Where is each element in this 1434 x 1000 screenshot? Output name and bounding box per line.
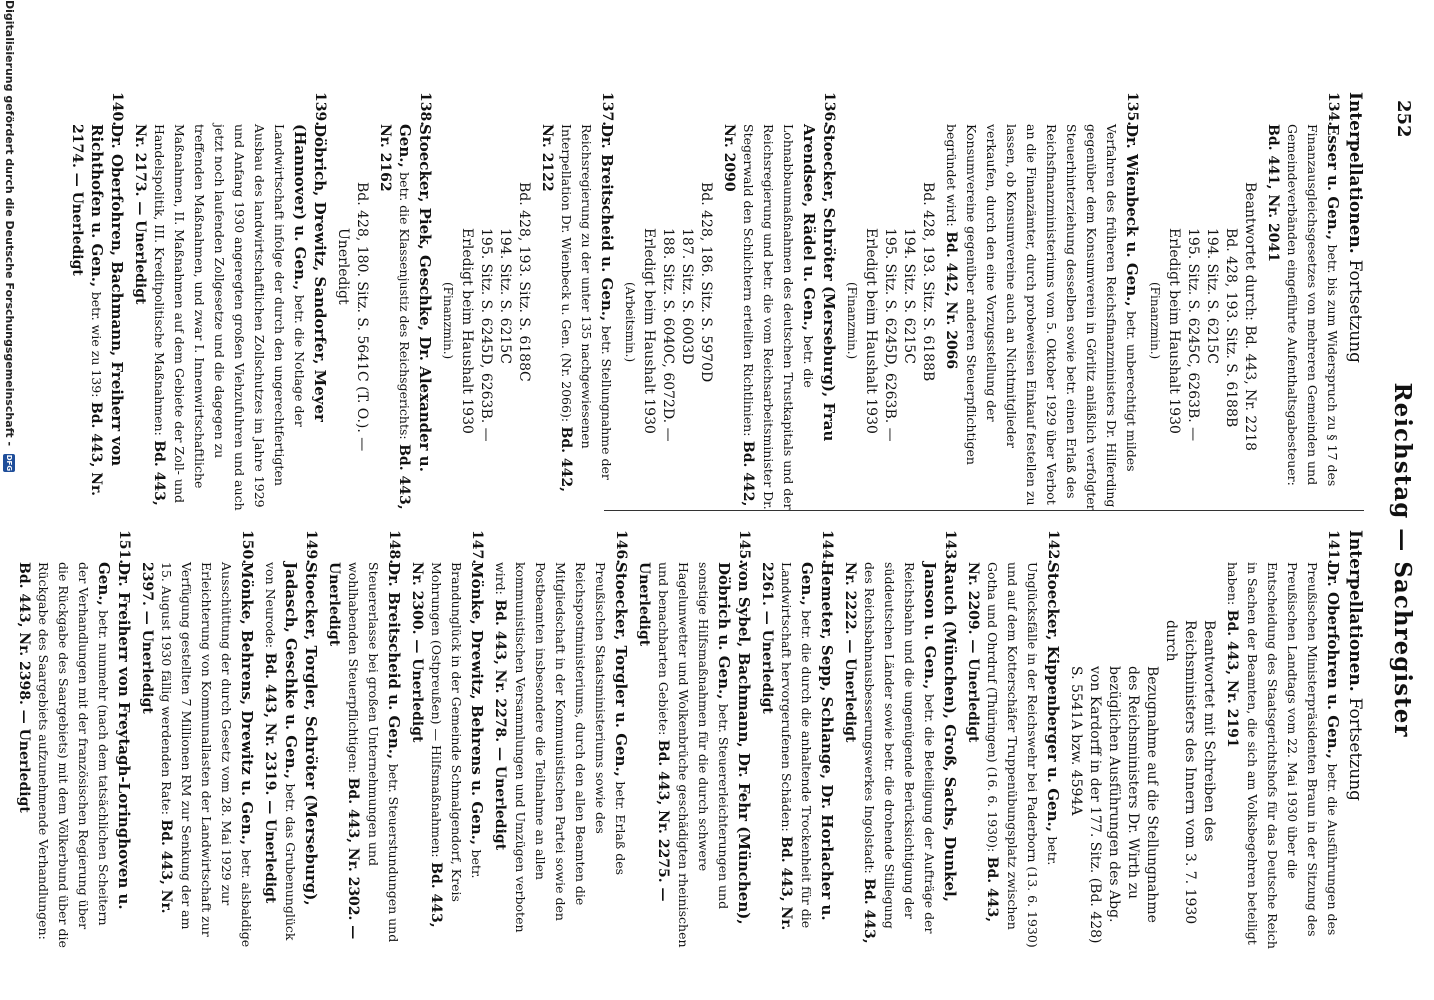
entry-reference: Bd. 443, Nr. 2397. — Unerledigt: [139, 562, 174, 914]
answer-line: Erledigt beim Haushalt 1930: [641, 228, 657, 434]
entry-names: Dr. Breitscheid u. Gen.,: [598, 124, 616, 322]
answer-reference: [1145, 92, 1259, 512]
entry-text: betr. bis zum Widerspruch zu § 17 des Finanzausgleichsgesetzes von mehreren Gemeinden und Gemeindeverbänden eingeführte Aufenthaltsgabesteuer:: [1285, 124, 1340, 487]
entry-text: betr. die Notlage der Landwirtschaft infolge der durch den ungerechtfertigten Ausbau des landwirtschaftlichen Zollschutzes im Jahre 1929 und Anfang 1930 angeregten großen Viehzufuhren und auch jetzt noch laufenden Zollgesetze und die dagegen zu treffenden Maßnahmen, und zwar I. Innenwirtschaftliche Maßnahmen, II. Maßnahmen auf dem Gebiete der Zoll- und Handelspolitik, III. Kreditpolitische Maßnahmen:: [152, 124, 307, 511]
entry-number: 140.: [109, 92, 125, 127]
interpellation-entry: [260, 530, 320, 950]
answer-reference: [438, 92, 533, 512]
answer-line: Bd. 428, 193. Sitz. S. 6188B: [920, 182, 936, 382]
answer-line: Beantwortet mit Schreiben des Reichsministers des Innern vom 3. 7. 1930 durch: [1163, 620, 1217, 925]
entry-reference: Bd. 443, Nr. 2173. — Unerledigt: [132, 124, 167, 506]
entry-names: Stoecker, Kippenberger u. Gen.,: [1044, 562, 1062, 832]
answer-line: 194. Sitz. S. 6215C: [901, 228, 917, 364]
entry-number: 141.: [1325, 530, 1341, 565]
entry-number: 147.: [469, 530, 485, 565]
interpellation-entry: [67, 92, 126, 512]
column-heading: Interpellationen. Fortsetzung: [1345, 92, 1365, 364]
entry-number: 151.: [116, 530, 132, 565]
interpellation-entry: [407, 530, 486, 950]
answer-line: (Finanzmin.): [845, 282, 859, 360]
entry-number: 139.: [312, 92, 328, 127]
answer-reference: [842, 92, 937, 512]
entry-number: 150.: [239, 530, 255, 565]
answer-line: 188. Sitz. S. 6040C, 6072D. —: [660, 228, 676, 442]
interpellation-entry: [490, 530, 630, 950]
interpellation-entry: [634, 530, 753, 950]
entry-names: Dr. Freiherr von Freytagh-Loringhoven u. Gen.,: [95, 562, 133, 910]
answer-line: Unerledigt: [335, 228, 351, 305]
answer-line: Erledigt beim Haushalt 1930: [1166, 228, 1182, 434]
interpellation-entry: [537, 92, 616, 512]
entry-text: betr. Erlaß des Preußischen Staatsministeriums sowie des Reichspostministeriums, durch den allen Beamten die Mitgliedschaft in der Kommunistischen Partei sowie den Postbeamten insbesondere die Teilnahme an allen kommunistischen Versammlungen und Umzügen verboten wird:: [493, 562, 628, 933]
entry-number: 145.: [736, 530, 752, 565]
answer-line: Bd. 428, 193. Sitz. S. 6188B: [1223, 228, 1239, 428]
entry-names: Dr. Oberfohren u. Gen.,: [1324, 562, 1342, 759]
entry-text: betr. Steuererleichterungen und sonstige Hilfsmaßnahmen für die durch schwere Hagelunwetter und Wolkenbrüche geschädigten rheinischen und benachbarten Gebiete:: [656, 562, 731, 948]
digitization-credit: Digitalisierung gefördert durch die Deutsche Forschungsgemeinschaft - DFG: [3, 0, 16, 472]
answer-reference: [333, 92, 371, 512]
entry-number: 136.: [821, 92, 837, 127]
entry-text: betr. Unglücksfälle in der Reichswehr bei Paderborn (13. 6. 1930) und auf dem Kotterschäfer Truppenübungsplatz zwischen Gotha und Ohrdruf (Thüringen) (16. 6. 1930):: [985, 562, 1060, 948]
entry-reference: Bd. 443, Nr. 2278. — Unerledigt: [492, 599, 508, 851]
entry-names: Dr. Breitscheid u. Gen.,: [385, 562, 403, 760]
left-column: [63, 92, 1364, 512]
entry-names: Stoecker, Piek, Geschke, Dr. Alexander u. Gen.,: [396, 124, 434, 472]
entry-text: betr. unberechtigt mildes Verfahren des früheren Reichsfinanzministers Dr. Hilferding gegenüber dem Konsumverein in Görlitz anläßlich verfolgter Steuerhinterziehung desselben sowie betr. einen Erlaß des Reichsfinanzministeriums vom 5. Oktober 1929 über Verbot an die Finanzämter, durch probeweisen Einkauf festellen zu lassen, ob Konsumvereine auch an Nichtmitglieder verkaufen, durch den eine Vorzugsstellung der Konsumvereine gegenüber anderen Steuerpflichtigen begründet wird:: [944, 124, 1139, 511]
answer-line: Erledigt beim Haushalt 1930: [863, 228, 879, 434]
entry-names: Stoecker, Torgler u. Gen.,: [612, 562, 630, 777]
interpellation-entry: [963, 530, 1062, 950]
interpellation-entry: [375, 92, 434, 512]
entry-reference: Bd. 443, Nr. 2209. — Unerledigt: [965, 562, 1000, 923]
answer-reference: [1066, 530, 1218, 950]
answer-line: Bd. 428, 186. Sitz. S. 5970D: [698, 182, 714, 383]
answer-line: 195. Sitz. S. 6245D, 6263B. —: [478, 228, 494, 442]
answer-line: 195. Sitz. S. 6245C, 6263B. —: [1185, 228, 1201, 442]
answer-line: Bd. 428, 180. Sitz. S. 5641C (T. O.). —: [354, 182, 370, 452]
entry-text: betr. wie zu 139:: [89, 291, 104, 398]
page-number: 252: [1393, 100, 1414, 138]
entry-text: betr. die durch die anhaltende Trockenheit für die Landwirtschaft hervorgerufenen Schäden:: [779, 562, 814, 929]
entry-number: 143.: [942, 530, 958, 565]
entry-reference: Bd. 442, Nr. 2066: [943, 231, 959, 370]
answer-line: 194. Sitz. S. 6215C: [497, 228, 513, 364]
interpellation-entry: [130, 92, 329, 512]
answer-line: Beantwortet durch: Bd. 443, Nr. 2218: [1242, 182, 1258, 452]
entry-names: Esser u. Gen.,: [1324, 124, 1342, 241]
entry-text: betr. nunmehr (nach dem tatsächlichen Scheitern der Verhandlungen mit der französischen Regierung über die Rückgabe des Saargebiets) mit dem Völkerbund über die Rückgabe des Saargebiets aufzunehmende Verhandlungen:: [36, 562, 111, 948]
entry-reference: Bd. 443, Nr. 2319. — Unerledigt: [262, 652, 278, 904]
interpellation-entry: [840, 530, 959, 950]
entry-text: betr. die Beteiligung der Aufträge der Reichsbahn und die ungenügende Berücksichtigung der süddeutschen Länder sowie betr. die drohende Stillegung des Reichsbahnausbesserungswerkes Ingolstadt:: [862, 562, 937, 934]
entry-number: 146.: [613, 530, 629, 565]
entry-names: Döbrich, Drewitz, Sandorfer, Meyer (Hannover) u. Gen.,: [291, 124, 329, 422]
answer-line: Bd. 428, 193. Sitz. S. 6188C: [516, 182, 532, 382]
entry-reference: Bd. 442, Nr. 2090: [721, 124, 756, 507]
entry-reference: Bd. 443, Nr. 2162: [377, 124, 412, 510]
entry-text: betr. das Grubenunglück von Neurode:: [263, 562, 298, 941]
entry-names: Mönke, Drewitz, Behrens u. Gen.,: [468, 562, 486, 846]
answer-reference: [620, 92, 715, 512]
entry-names: Stoecker, Torgler, Schröter (Merseburg), Jadasch, Geschke u. Gen.,: [282, 562, 320, 906]
interpellation-entry: [14, 530, 133, 950]
page-header: [1374, 0, 1420, 1000]
entry-reference: Bd. 443, Nr. 2191: [1224, 609, 1240, 748]
answer-line: (Arbeitsmin.): [623, 282, 637, 363]
entry-reference: Bd. 442, Nr. 2122: [539, 124, 574, 492]
answer-line: (Finanzmin.): [1148, 282, 1162, 360]
entry-names: Rauch (München), Groß, Sachs, Dunkel, Janson u. Gen.,: [921, 562, 959, 902]
running-title: Reichstag — Sachregister: [1389, 382, 1416, 738]
entry-reference: Bd. 441, Nr. 2041: [1265, 124, 1281, 262]
column-heading: Interpellationen. Fortsetzung: [1345, 530, 1365, 802]
entry-names: Mönke, Behrens, Drewitz u. Gen.,: [238, 562, 256, 846]
entry-number: 137.: [599, 92, 615, 127]
entry-number: 148.: [386, 530, 402, 565]
entry-number: 134.: [1325, 92, 1341, 127]
interpellation-entry: [1222, 530, 1342, 950]
entry-reference: Bd. 443, Nr. 2398. — Unerledigt: [16, 562, 32, 813]
entry-text: betr. Steuerstundungen und Steuererlasse bei großen Unternehmungen und wohlhabenden Steuerpflichtigen:: [346, 562, 401, 943]
entry-text: betr. die Lohnabbaumaßnahmen des deutschen Trustkapitals und der Reichsregierung und betr. die vom Reichsarbeitsminister Dr. Stegerwald den Schlichtern erteilten Richtlinien:: [741, 124, 816, 510]
entry-reference: Bd. 443, Nr. 2302. — Unerledigt: [326, 562, 361, 940]
entry-reference: Bd. 443, Nr. 2275. — Unerledigt: [636, 562, 671, 902]
answer-line: (Finanzmin.): [441, 282, 455, 360]
entry-reference: Bd. 443, Nr. 2261. — Unerledigt: [759, 562, 794, 931]
entry-number: 138.: [417, 92, 433, 127]
interpellation-entry: [757, 530, 836, 950]
interpellation-entry: [137, 530, 256, 950]
entry-names: Dr. Wienbeck u. Gen.,: [1123, 124, 1141, 307]
entry-names: Hemeter, Sepp, Schlange, Dr. Horlacher u. Gen.,: [798, 562, 836, 921]
entry-names: Stoecker, Schröter (Merseburg), Frau Arendsee, Rädel u. Gen.,: [800, 124, 838, 442]
entry-text: betr. Stellungnahme der Reichsregierung zu der unter 135 nachgewiesenen Interpellation Dr. Wienbeck u. Gen. (Nr. 2066):: [559, 124, 614, 480]
entry-reference: Bd. 443, Nr. 2222. — Unerledigt: [842, 562, 877, 944]
entry-text: betr. die Ausführungen des Preußischen Ministerpräsidenten Braun in der Sitzung des Preußischen Landtags vom 22. Mai 1930 über die Entscheidung des Staatsgerichtshofs für das Deutsche Reich in Sachen der Beamten, die sich am Volksbegehren beteiligt haben:: [1225, 562, 1340, 949]
entry-text: betr. die Klassenjustiz des Reichsgerichts:: [397, 172, 412, 440]
interpellation-entry: [324, 530, 403, 950]
entry-number: 149.: [303, 530, 319, 565]
entry-text: betr. alsbaldige Ausschüttung der durch Gesetz vom 28. Mai 1929 zur Erleichterung von Kommunallasten der Landwirtschaft zur Verfügung gestellten 7 Millionen RM zur Senkung der am 15. August 1930 fällig werdenden Rate:: [159, 562, 254, 948]
answer-line: Bezugnahme auf die Stellungnahme des Reichsministers Dr. Wirth zu bezüglichen Ausführungen des Abg. von Kardorff in der 177. Sitz. (Bd. 428) S. 5541A bzw. 4594A: [1068, 666, 1160, 944]
answer-line: 195. Sitz. S. 6245D, 6263B. —: [882, 228, 898, 442]
column-divider: [604, 510, 1364, 511]
entry-number: 135.: [1124, 92, 1140, 127]
right-column: [10, 530, 1364, 950]
entry-reference: Bd. 443, Nr. 2174. — Unerledigt: [69, 124, 104, 496]
interpellation-entry: [941, 92, 1141, 512]
answer-line: 194. Sitz. S. 6215C: [1204, 228, 1220, 364]
answer-line: Erledigt beim Haushalt 1930: [459, 228, 475, 434]
entry-names: von Sybel, Bachmann, Dr. Fehr (München), Döbrich u. Gen.,: [715, 562, 753, 925]
entry-text: betr. Brandunglück in der Gemeinde Schmalgendorf, Kreis Mohrungen (Ostpreußen) — Hilfsmaßnahmen:: [429, 562, 484, 902]
entry-reference: Bd. 443, Nr. 2300. — Unerledigt: [409, 562, 444, 928]
dfg-logo-icon: DFG: [5, 454, 13, 472]
entry-names: Dr. Oberfohren, Bachmann, Freiherr von Richthofen u. Gen.,: [88, 124, 126, 467]
entry-number: 142.: [1045, 530, 1061, 565]
interpellation-entry: [1263, 92, 1342, 512]
answer-line: 187. Sitz. S. 6003D: [679, 228, 695, 365]
entry-number: 144.: [819, 530, 835, 565]
interpellation-entry: [719, 92, 838, 512]
